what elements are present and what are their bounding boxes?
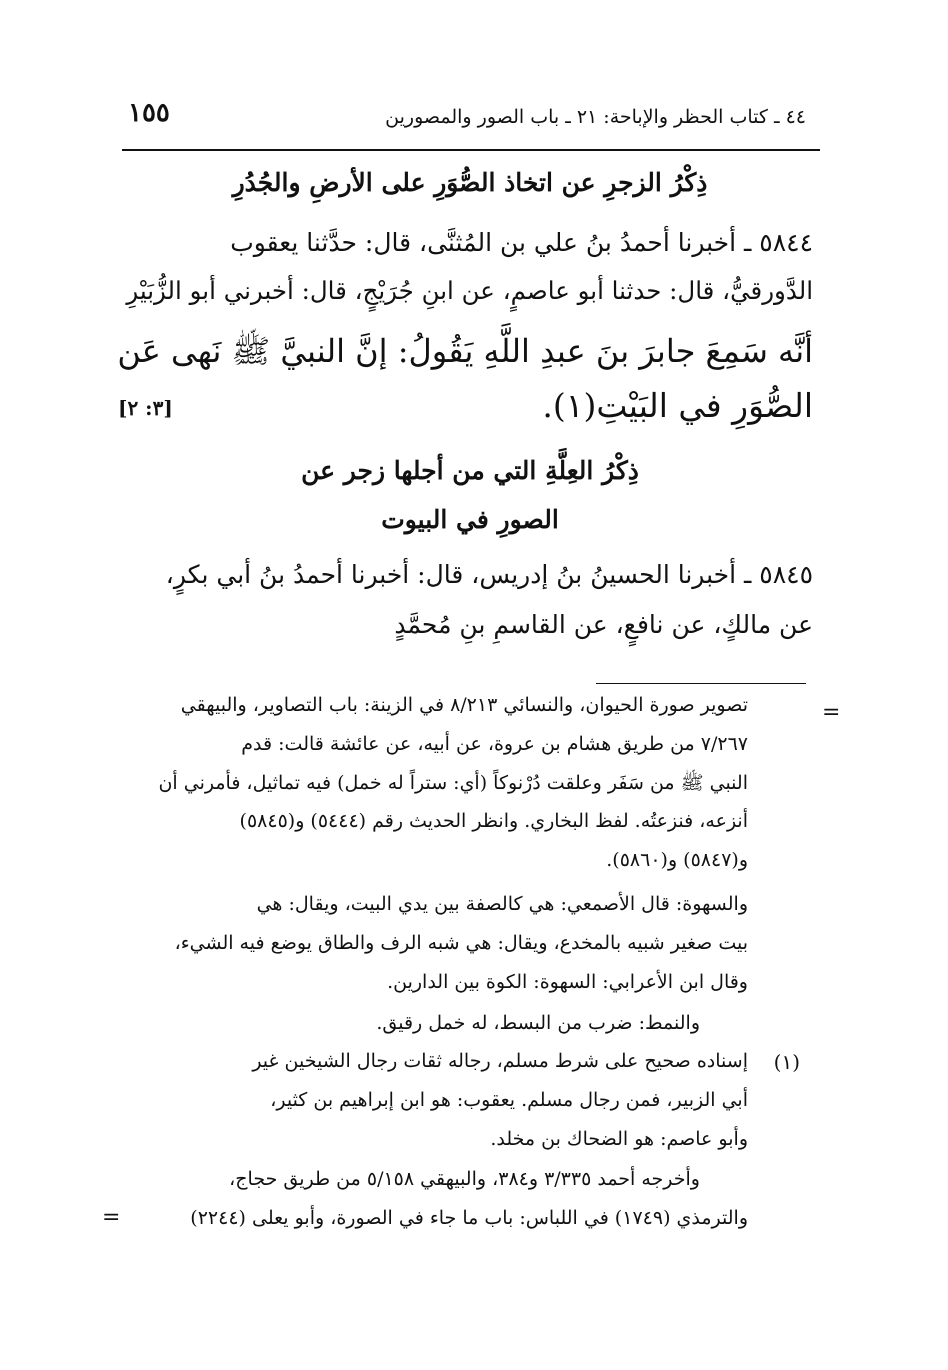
hadith-5844-matn-line-1: أنَّه سَمِعَ جابرَ بنَ عبدِ اللَّهِ يَقُولُ: إنَّ النبيَّ ﷺ نَهى عَن bbox=[117, 332, 813, 370]
footnote-sahwa-line-1: والسهوة: قال الأصمعي: هي كالصفة بين يدي البيت، ويقال: هي bbox=[256, 893, 748, 915]
footnote-1-line-1: إسناده صحيح على شرط مسلم، رجاله ثقات رجال الشيخين غير bbox=[252, 1050, 748, 1072]
hadith-5844-isnad-line-2: الدَّورقيُّ، قال: حدثنا أبو عاصمٍ، عن ابنِ جُرَيْجٍ، قال: أخبرني أبو الزُّبَيْرِ bbox=[126, 276, 813, 305]
page-number: ١٥٥ bbox=[128, 98, 170, 128]
footnote-rule bbox=[596, 683, 806, 684]
footnote-1-takhrij-line-2: والترمذي (١٧٤٩) في اللباس: باب ما جاء في الصورة، وأبو يعلى (٢٢٤٤) bbox=[190, 1207, 748, 1229]
hadith-5845-isnad-line-2: عن مالكٍ، عن نافعٍ، عن القاسمِ بنِ مُحمَّدٍ bbox=[394, 610, 813, 639]
reference-tag: [٣: ٢] bbox=[118, 396, 173, 420]
footnote-carryover-line-3: النبي ﷺ من سَفَر وعلقت دُرْنوكاً (أي: ستراً له خمل) فيه تماثيل، فأمرني أن bbox=[158, 772, 748, 794]
hadith-5844-matn-line-2: الصُّوَرِ في البَيْتِ(١). bbox=[542, 386, 813, 425]
footnote-namat-line: والنمط: ضرب من البسط، له خمل رقيق. bbox=[376, 1012, 700, 1034]
footnote-1-line-3: وأبو عاصم: هو الضحاك بن مخلد. bbox=[490, 1128, 748, 1150]
footnote-1-marker: (١) bbox=[773, 1050, 800, 1074]
footnote-sahwa-line-2: بيت صغير شبيه بالمخدع، ويقال: هي شبه الرف والطاق يوضع فيه الشيء، bbox=[174, 932, 748, 954]
header-rule bbox=[122, 149, 820, 151]
footnote-1-line-2: أبي الزبير، فمن رجال مسلم. يعقوب: هو ابن إبراهيم بن كثير، bbox=[270, 1089, 748, 1111]
hadith-5845-isnad-line-1: ٥٨٤٥ ـ أخبرنا الحسينُ بنُ إدريس، قال: أخبرنا أحمدُ بنُ أبي بكرٍ، bbox=[165, 560, 813, 589]
section-heading-2-line-1: ذِكْرُ العِلَّةِ التي من أجلها زجر عن bbox=[301, 456, 639, 485]
footnote-carryover-line-1: تصوير صورة الحيوان، والنسائي ٨/٢١٣ في الزينة: باب التصاوير، والبيهقي bbox=[180, 694, 748, 716]
footnote-sahwa-line-3: وقال ابن الأعرابي: السهوة: الكوة بين الدارين. bbox=[387, 971, 748, 993]
continuation-mark-top: = bbox=[822, 700, 841, 725]
footnote-1-takhrij-line-1: وأخرجه أحمد ٣/٣٣٥ و٣٨٤، والبيهقي ٥/١٥٨ من طريق حجاج، bbox=[229, 1168, 700, 1190]
running-header: ٤٤ ـ كتاب الحظر والإباحة: ٢١ ـ باب الصور والمصورين bbox=[385, 106, 806, 128]
footnote-carryover-line-2: ٧/٢٦٧ من طريق هشام بن عروة، عن أبيه، عن عائشة قالت: قدم bbox=[241, 733, 748, 755]
footnote-carryover-line-5: و(٥٨٤٧) و(٥٨٦٠). bbox=[606, 849, 748, 871]
section-heading-1: ذِكْرُ الزجرِ عن اتخاذ الصُّوَرِ على الأرضِ والجُدُرِ bbox=[232, 168, 708, 197]
section-heading-2-line-2: الصورِ في البيوت bbox=[381, 505, 559, 534]
hadith-5844-isnad-line-1: ٥٨٤٤ ـ أخبرنا أحمدُ بنُ علي بن المُثنَّى، قال: حدَّثنا يعقوب bbox=[230, 228, 813, 257]
continuation-mark-bottom: = bbox=[102, 1205, 121, 1230]
footnote-carryover-line-4: أنزعه، فنزعتُه. لفظ البخاري. وانظر الحديث رقم (٥٤٤٤) و(٥٨٤٥) bbox=[239, 810, 748, 832]
